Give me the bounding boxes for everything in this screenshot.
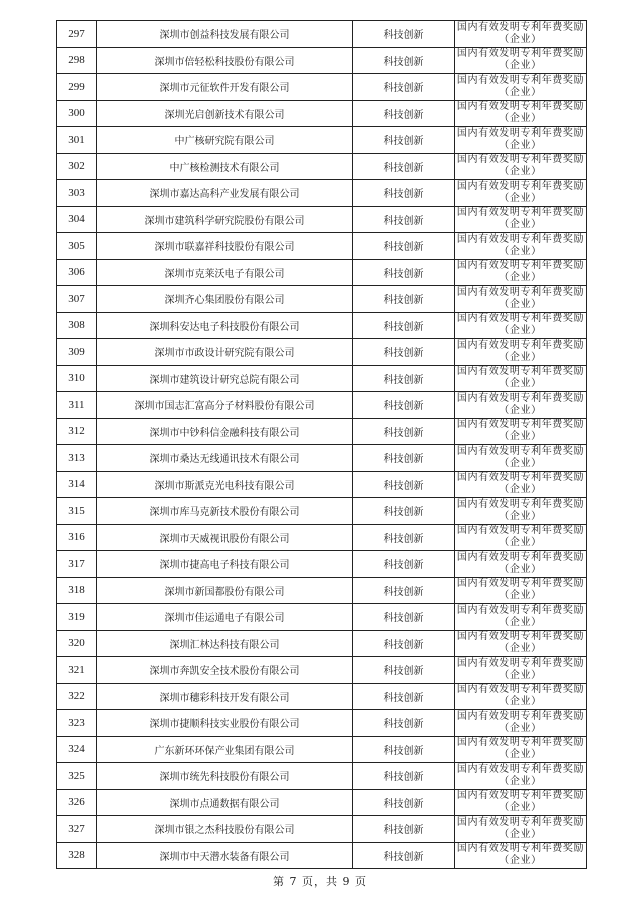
award-type-cell: 国内有效发明专利年费奖励（企业） xyxy=(455,577,587,604)
row-number-cell: 325 xyxy=(57,763,97,790)
company-name-cell: 深圳市元征软件开发有限公司 xyxy=(97,74,353,101)
award-type-cell: 国内有效发明专利年费奖励（企业） xyxy=(455,683,587,710)
table-row xyxy=(57,736,587,763)
row-number-cell: 327 xyxy=(57,816,97,843)
company-name-cell: 深圳市天威视讯股份有限公司 xyxy=(97,524,353,551)
category-cell: 科技创新 xyxy=(353,445,455,472)
award-type-cell: 国内有效发明专利年费奖励（企业） xyxy=(455,630,587,657)
row-number-cell: 306 xyxy=(57,259,97,286)
award-type-cell: 国内有效发明专利年费奖励（企业） xyxy=(455,392,587,419)
row-number-cell: 301 xyxy=(57,127,97,154)
row-number-cell: 326 xyxy=(57,789,97,816)
company-name-cell: 深圳市克莱沃电子有限公司 xyxy=(97,259,353,286)
category-cell: 科技创新 xyxy=(353,21,455,48)
category-cell: 科技创新 xyxy=(353,100,455,127)
table-row xyxy=(57,630,587,657)
company-name-cell: 广东新环环保产业集团有限公司 xyxy=(97,736,353,763)
row-number-cell: 299 xyxy=(57,74,97,101)
company-name-cell: 深圳市斯派克光电科技有限公司 xyxy=(97,471,353,498)
company-name-cell: 深圳市建筑科学研究院股份有限公司 xyxy=(97,206,353,233)
company-name-cell: 深圳市中钞科信金融科技有限公司 xyxy=(97,418,353,445)
table-row xyxy=(57,21,587,48)
table-row xyxy=(57,842,587,869)
row-number-cell: 310 xyxy=(57,365,97,392)
category-cell: 科技创新 xyxy=(353,180,455,207)
company-name-cell: 深圳科安达电子科技股份有限公司 xyxy=(97,312,353,339)
award-type-cell: 国内有效发明专利年费奖励（企业） xyxy=(455,736,587,763)
table-row xyxy=(57,339,587,366)
category-cell: 科技创新 xyxy=(353,286,455,313)
company-name-cell: 深圳市联嘉祥科技股份有限公司 xyxy=(97,233,353,260)
category-cell: 科技创新 xyxy=(353,763,455,790)
company-name-cell: 深圳市奔凯安全技术股份有限公司 xyxy=(97,657,353,684)
row-number-cell: 300 xyxy=(57,100,97,127)
row-number-cell: 304 xyxy=(57,206,97,233)
company-name-cell: 深圳市库马克新技术股份有限公司 xyxy=(97,498,353,525)
category-cell: 科技创新 xyxy=(353,153,455,180)
category-cell: 科技创新 xyxy=(353,630,455,657)
category-cell: 科技创新 xyxy=(353,339,455,366)
table-row xyxy=(57,206,587,233)
company-name-cell: 深圳汇林达科技有限公司 xyxy=(97,630,353,657)
category-cell: 科技创新 xyxy=(353,206,455,233)
award-type-cell: 国内有效发明专利年费奖励（企业） xyxy=(455,286,587,313)
table-row xyxy=(57,604,587,631)
award-type-cell: 国内有效发明专利年费奖励（企业） xyxy=(455,127,587,154)
table-row xyxy=(57,312,587,339)
company-name-cell: 深圳市捷高电子科技有限公司 xyxy=(97,551,353,578)
company-name-cell: 深圳市国志汇富高分子材料股份有限公司 xyxy=(97,392,353,419)
award-type-cell: 国内有效发明专利年费奖励（企业） xyxy=(455,21,587,48)
company-name-cell: 深圳齐心集团股份有限公司 xyxy=(97,286,353,313)
table-row xyxy=(57,498,587,525)
award-type-cell: 国内有效发明专利年费奖励（企业） xyxy=(455,551,587,578)
company-name-cell: 深圳光启创新技术有限公司 xyxy=(97,100,353,127)
row-number-cell: 314 xyxy=(57,471,97,498)
table-row xyxy=(57,763,587,790)
award-type-cell: 国内有效发明专利年费奖励（企业） xyxy=(455,153,587,180)
row-number-cell: 315 xyxy=(57,498,97,525)
award-type-cell: 国内有效发明专利年费奖励（企业） xyxy=(455,100,587,127)
category-cell: 科技创新 xyxy=(353,312,455,339)
row-number-cell: 312 xyxy=(57,418,97,445)
row-number-cell: 311 xyxy=(57,392,97,419)
row-number-cell: 319 xyxy=(57,604,97,631)
table-row xyxy=(57,524,587,551)
category-cell: 科技创新 xyxy=(353,710,455,737)
category-cell: 科技创新 xyxy=(353,471,455,498)
table-row xyxy=(57,259,587,286)
award-table xyxy=(56,20,587,869)
row-number-cell: 303 xyxy=(57,180,97,207)
table-row xyxy=(57,471,587,498)
row-number-cell: 324 xyxy=(57,736,97,763)
award-table-body xyxy=(57,21,587,869)
category-cell: 科技创新 xyxy=(353,127,455,154)
row-number-cell: 309 xyxy=(57,339,97,366)
page-number-footer: 第 7 页，共 9 页 xyxy=(273,875,367,888)
row-number-cell: 307 xyxy=(57,286,97,313)
award-type-cell: 国内有效发明专利年费奖励（企业） xyxy=(455,180,587,207)
table-row xyxy=(57,577,587,604)
company-name-cell: 深圳市嘉达高科产业发展有限公司 xyxy=(97,180,353,207)
table-row xyxy=(57,445,587,472)
company-name-cell: 深圳市点通数据有限公司 xyxy=(97,789,353,816)
company-name-cell: 深圳市中天潜水装备有限公司 xyxy=(97,842,353,869)
table-row xyxy=(57,153,587,180)
row-number-cell: 322 xyxy=(57,683,97,710)
award-type-cell: 国内有效发明专利年费奖励（企业） xyxy=(455,206,587,233)
row-number-cell: 320 xyxy=(57,630,97,657)
row-number-cell: 305 xyxy=(57,233,97,260)
category-cell: 科技创新 xyxy=(353,47,455,74)
category-cell: 科技创新 xyxy=(353,577,455,604)
row-number-cell: 317 xyxy=(57,551,97,578)
category-cell: 科技创新 xyxy=(353,657,455,684)
table-row xyxy=(57,657,587,684)
table-row xyxy=(57,74,587,101)
table-row xyxy=(57,100,587,127)
table-row xyxy=(57,816,587,843)
row-number-cell: 316 xyxy=(57,524,97,551)
row-number-cell: 302 xyxy=(57,153,97,180)
company-name-cell: 深圳市穗彩科技开发有限公司 xyxy=(97,683,353,710)
award-type-cell: 国内有效发明专利年费奖励（企业） xyxy=(455,74,587,101)
award-type-cell: 国内有效发明专利年费奖励（企业） xyxy=(455,789,587,816)
category-cell: 科技创新 xyxy=(353,498,455,525)
category-cell: 科技创新 xyxy=(353,604,455,631)
company-name-cell: 深圳市建筑设计研究总院有限公司 xyxy=(97,365,353,392)
table-row xyxy=(57,47,587,74)
award-type-cell: 国内有效发明专利年费奖励（企业） xyxy=(455,842,587,869)
table-row xyxy=(57,286,587,313)
category-cell: 科技创新 xyxy=(353,524,455,551)
row-number-cell: 313 xyxy=(57,445,97,472)
row-number-cell: 321 xyxy=(57,657,97,684)
award-type-cell: 国内有效发明专利年费奖励（企业） xyxy=(455,233,587,260)
award-type-cell: 国内有效发明专利年费奖励（企业） xyxy=(455,47,587,74)
company-name-cell: 深圳市银之杰科技股份有限公司 xyxy=(97,816,353,843)
table-row xyxy=(57,789,587,816)
award-type-cell: 国内有效发明专利年费奖励（企业） xyxy=(455,339,587,366)
category-cell: 科技创新 xyxy=(353,683,455,710)
company-name-cell: 深圳市市政设计研究院有限公司 xyxy=(97,339,353,366)
category-cell: 科技创新 xyxy=(353,551,455,578)
company-name-cell: 中广核研究院有限公司 xyxy=(97,127,353,154)
table-row xyxy=(57,365,587,392)
award-type-cell: 国内有效发明专利年费奖励（企业） xyxy=(455,604,587,631)
award-type-cell: 国内有效发明专利年费奖励（企业） xyxy=(455,365,587,392)
category-cell: 科技创新 xyxy=(353,392,455,419)
award-type-cell: 国内有效发明专利年费奖励（企业） xyxy=(455,418,587,445)
award-type-cell: 国内有效发明专利年费奖励（企业） xyxy=(455,657,587,684)
category-cell: 科技创新 xyxy=(353,259,455,286)
row-number-cell: 318 xyxy=(57,577,97,604)
category-cell: 科技创新 xyxy=(353,418,455,445)
category-cell: 科技创新 xyxy=(353,736,455,763)
category-cell: 科技创新 xyxy=(353,233,455,260)
table-row xyxy=(57,551,587,578)
row-number-cell: 323 xyxy=(57,710,97,737)
company-name-cell: 深圳市捷顺科技实业股份有限公司 xyxy=(97,710,353,737)
award-type-cell: 国内有效发明专利年费奖励（企业） xyxy=(455,498,587,525)
row-number-cell: 308 xyxy=(57,312,97,339)
row-number-cell: 297 xyxy=(57,21,97,48)
award-type-cell: 国内有效发明专利年费奖励（企业） xyxy=(455,471,587,498)
award-type-cell: 国内有效发明专利年费奖励（企业） xyxy=(455,763,587,790)
table-row xyxy=(57,418,587,445)
company-name-cell: 深圳市创益科技发展有限公司 xyxy=(97,21,353,48)
company-name-cell: 深圳市统先科技股份有限公司 xyxy=(97,763,353,790)
row-number-cell: 328 xyxy=(57,842,97,869)
row-number-cell: 298 xyxy=(57,47,97,74)
award-type-cell: 国内有效发明专利年费奖励（企业） xyxy=(455,445,587,472)
award-type-cell: 国内有效发明专利年费奖励（企业） xyxy=(455,816,587,843)
company-name-cell: 深圳市新国都股份有限公司 xyxy=(97,577,353,604)
table-row xyxy=(57,392,587,419)
category-cell: 科技创新 xyxy=(353,816,455,843)
company-name-cell: 深圳市桑达无线通讯技术有限公司 xyxy=(97,445,353,472)
category-cell: 科技创新 xyxy=(353,365,455,392)
category-cell: 科技创新 xyxy=(353,842,455,869)
company-name-cell: 深圳市佳运通电子有限公司 xyxy=(97,604,353,631)
company-name-cell: 深圳市倍轻松科技股份有限公司 xyxy=(97,47,353,74)
award-type-cell: 国内有效发明专利年费奖励（企业） xyxy=(455,524,587,551)
award-type-cell: 国内有效发明专利年费奖励（企业） xyxy=(455,259,587,286)
table-row xyxy=(57,127,587,154)
award-type-cell: 国内有效发明专利年费奖励（企业） xyxy=(455,312,587,339)
category-cell: 科技创新 xyxy=(353,74,455,101)
table-row xyxy=(57,710,587,737)
table-row xyxy=(57,233,587,260)
table-row xyxy=(57,180,587,207)
company-name-cell: 中广核检测技术有限公司 xyxy=(97,153,353,180)
category-cell: 科技创新 xyxy=(353,789,455,816)
table-row xyxy=(57,683,587,710)
award-type-cell: 国内有效发明专利年费奖励（企业） xyxy=(455,710,587,737)
